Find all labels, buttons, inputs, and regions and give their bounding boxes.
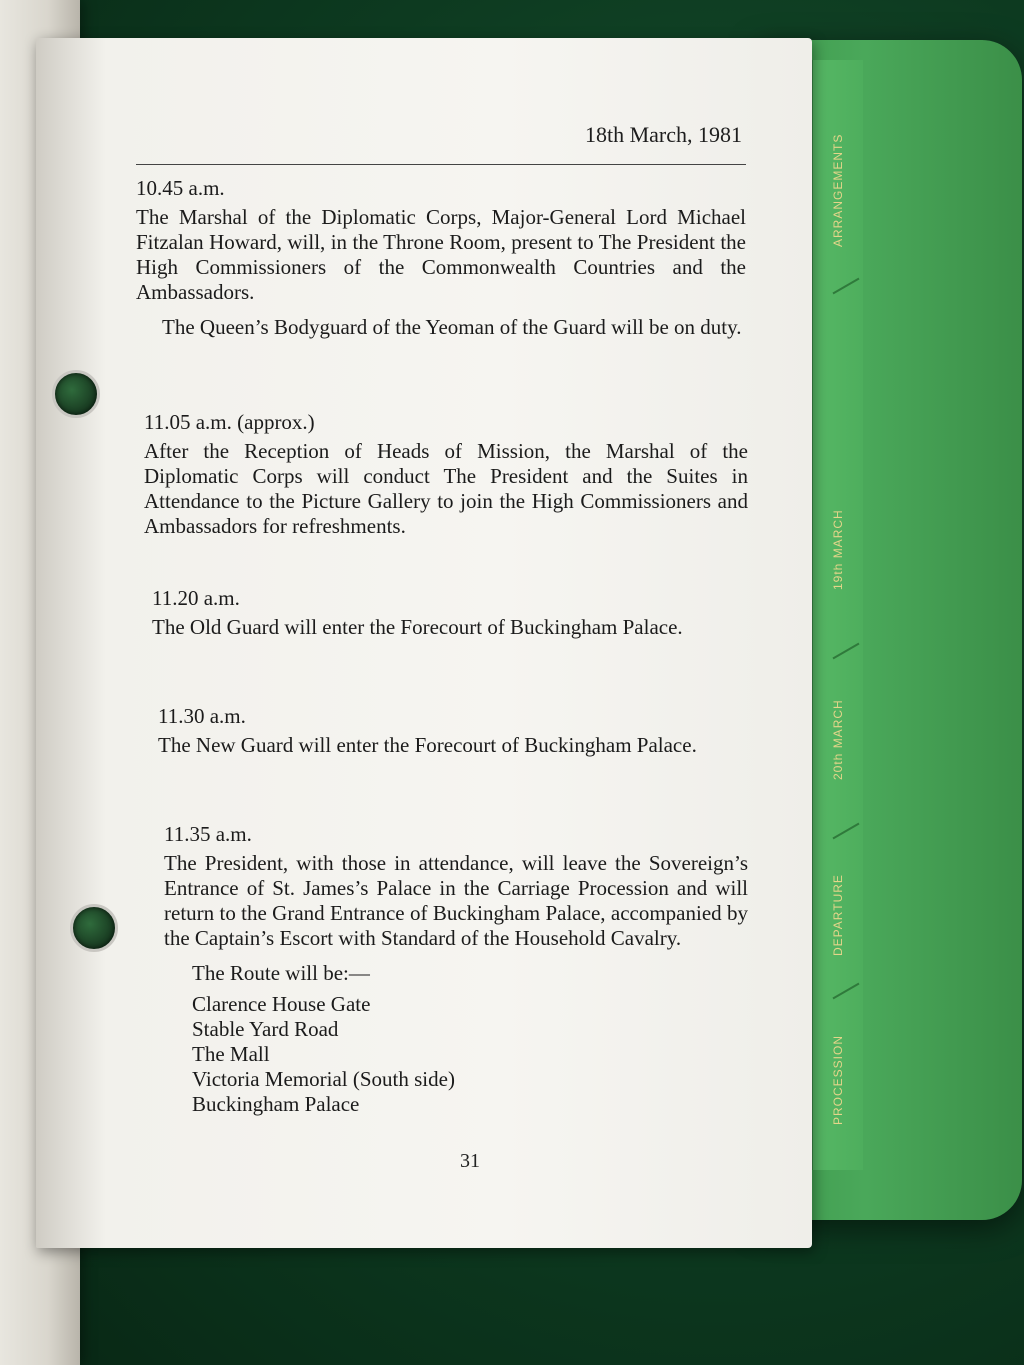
entry-paragraph: After the Reception of Heads of Mission, the Marshal of the Diplomatic Corps will conduct The President and the Suites in Attendance to the Picture Gallery to join the High Commissioners and Ambassadors for refreshments.: [144, 439, 748, 538]
binder-ring: [70, 904, 118, 952]
page-number: 31: [460, 1150, 480, 1172]
entry-paragraph: The Old Guard will enter the Forecourt of Buckingham Palace.: [152, 615, 683, 639]
entry-time: 11.35 a.m.: [164, 822, 252, 846]
entry-time: 11.30 a.m.: [158, 704, 246, 728]
route-stop: Buckingham Palace: [192, 1092, 360, 1116]
entry-time: 10.45 a.m.: [136, 176, 225, 200]
tab-procession[interactable]: PROCESSION: [831, 1035, 845, 1126]
tab-divider: [833, 823, 860, 840]
page-header-date: 18th March, 1981: [584, 122, 742, 147]
header-divider: [136, 164, 746, 165]
tab-19th-march[interactable]: 19th MARCH: [831, 509, 845, 591]
tab-departure[interactable]: DEPARTURE: [831, 874, 845, 956]
tab-divider: [833, 278, 860, 295]
route-intro: The Route will be:—: [192, 961, 370, 985]
entry-time: 11.05 a.m. (approx.): [144, 410, 315, 434]
document-page: [36, 38, 812, 1248]
schedule-entry: [158, 704, 748, 758]
route-list: [164, 961, 748, 1117]
binder-ring: [52, 370, 100, 418]
schedule-entry: [152, 586, 748, 640]
entry-paragraph: The New Guard will enter the Forecourt of Buckingham Palace.: [158, 733, 697, 757]
section-tabs: [812, 60, 863, 1170]
route-stop: Clarence House Gate: [192, 992, 371, 1016]
route-stop: Victoria Memorial (South side): [192, 1067, 455, 1091]
entry-time: 11.20 a.m.: [152, 586, 240, 610]
tab-arrangements[interactable]: ARRANGEMENTS: [831, 133, 845, 247]
schedule-entry: [164, 822, 748, 1117]
entry-paragraph: The President, with those in attendance, will leave the Sovereign’s Entrance of St. James’s Palace in the Carriage Procession and will return to the Grand Entrance of Buckingham Palace, accompanied by the Captain’s Escort with Standard of the Household Cavalry.: [164, 851, 748, 950]
entry-paragraph: The Marshal of the Diplomatic Corps, Major-General Lord Michael Fitzalan Howard, will, in the Throne Room, present to The President the High Commissioners of the Commonwealth Countries and the Ambassadors.: [136, 205, 746, 304]
tab-divider: [833, 643, 860, 660]
route-stop: Stable Yard Road: [192, 1017, 339, 1041]
schedule-entry: [136, 176, 746, 340]
schedule-entry: [144, 410, 748, 539]
route-stop: The Mall: [192, 1042, 270, 1066]
tab-divider: [833, 983, 860, 1000]
tab-20th-march[interactable]: 20th MARCH: [831, 699, 845, 781]
entry-paragraph: The Queen’s Bodyguard of the Yeoman of the Guard will be on duty.: [162, 315, 742, 339]
